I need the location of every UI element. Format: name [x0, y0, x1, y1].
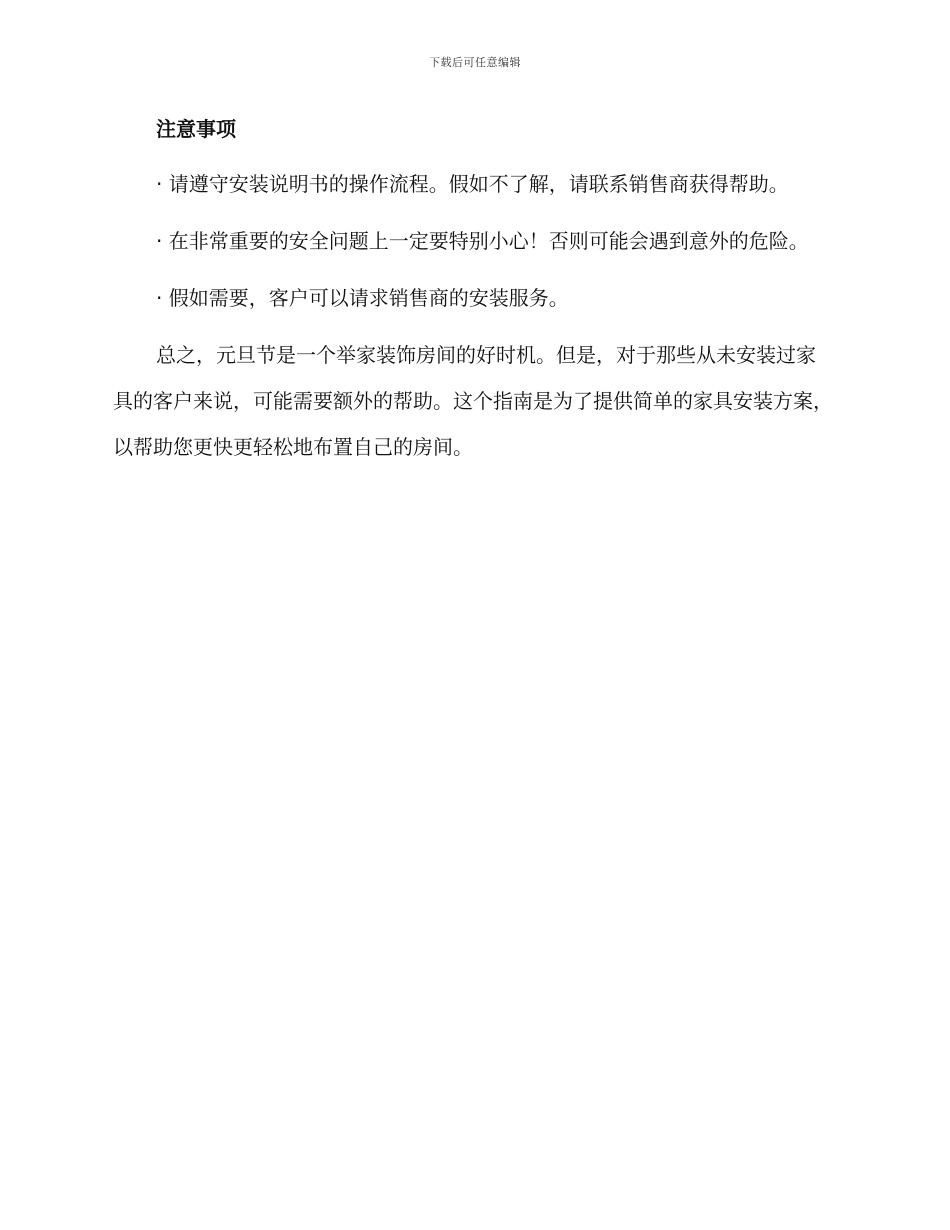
document-body: [113, 112, 833, 470]
bullet-item: · 假如需要，客户可以请求销售商的安装服务。: [156, 286, 569, 310]
page-header: 下载后可任意编辑: [429, 56, 521, 69]
bullet-item: · 在非常重要的安全问题上一定要特别小心！否则可能会遇到意外的危险。: [156, 229, 809, 253]
conclusion-paragraph: 总之，元旦节是一个举家装饰房间的好时机。但是，对于那些从未安装过家具的客户来说，可能需要额外的帮助。这个指南是为了提供简单的家具安装方案，以帮助您更快更轻松地布置自己的房间。: [113, 343, 833, 459]
section-heading: 注意事项: [156, 117, 236, 141]
bullet-item: · 请遵守安装说明书的操作流程。假如不了解，请联系销售商获得帮助。: [156, 172, 789, 196]
